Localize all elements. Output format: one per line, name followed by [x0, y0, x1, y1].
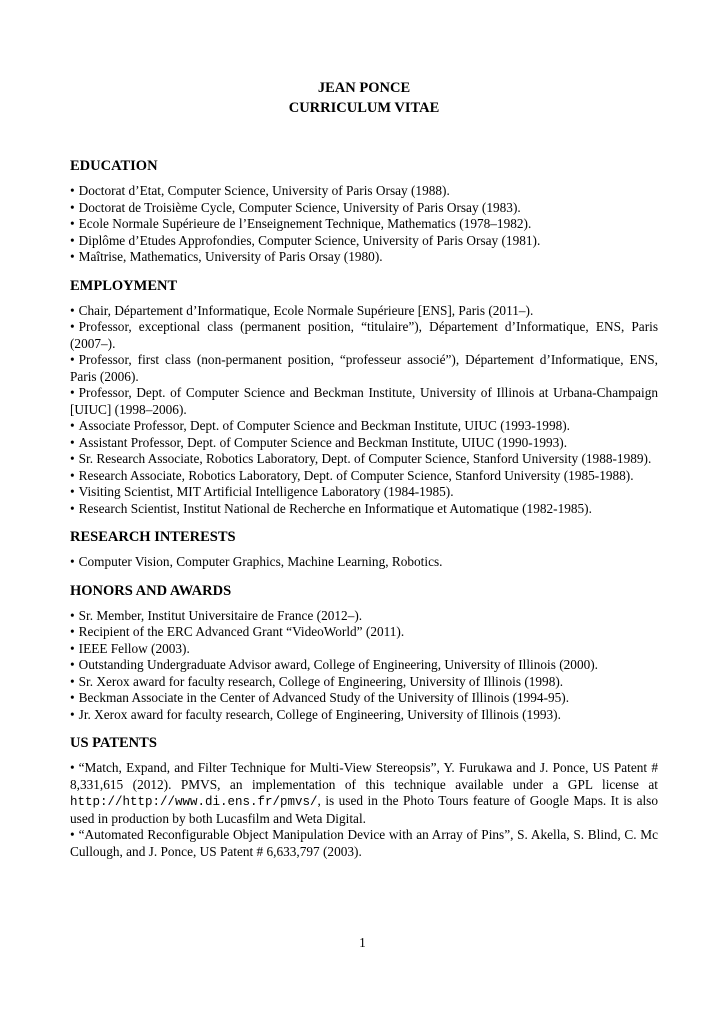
- bullet-icon: •: [70, 607, 75, 623]
- research-list: [70, 554, 658, 571]
- bullet-icon: •: [70, 673, 75, 689]
- bullet-icon: •: [70, 500, 75, 516]
- cv-subtitle: CURRICULUM VITAE: [288, 100, 440, 116]
- bullet-icon: •: [70, 554, 75, 569]
- employment-item: • Sr. Research Associate, Robotics Laboratory, Dept. of Computer Science, Stanford University (1988-1989).: [70, 451, 652, 466]
- honor-item: • Beckman Associate in the Center of Advanced Study of the University of Illinois (1994-95).: [70, 690, 570, 705]
- patent-item: • “Match, Expand, and Filter Technique for Multi-View Stereopsis”, Y. Furukawa and J. Ponce, US Patent # 8,331,615 (2012). PMVS, an implementation of this technique available under a GPL license at http://http://www.di.ens.fr/pmvs/, is used in the Photo Tours feature of Google Maps. It is also used in production by both Lucasfilm and Weta Digital.: [70, 760, 658, 826]
- education-item: • Doctorat d’Etat, Computer Science, University of Paris Orsay (1988).: [70, 183, 450, 198]
- bullet-icon: •: [70, 352, 75, 367]
- employment-item: • Professor, first class (non-permanent position, “professeur associé”), Département d’Informatique, ENS, Paris (2006).: [70, 352, 658, 384]
- page-number: 1: [359, 935, 366, 950]
- employment-heading: EMPLOYMENT: [70, 277, 178, 294]
- patents-list: [70, 760, 658, 860]
- bullet-icon: •: [70, 216, 75, 231]
- bullet-icon: •: [70, 232, 75, 248]
- bullet-icon: •: [70, 640, 75, 656]
- education-list: [70, 183, 658, 266]
- bullet-icon: •: [70, 434, 75, 450]
- honor-item: • Sr. Xerox award for faculty research, College of Engineering, University of Illinois (1998).: [70, 673, 564, 689]
- bullet-icon: •: [70, 706, 75, 722]
- bullet-icon: •: [70, 657, 75, 672]
- pmvs-url-link[interactable]: http://http://www.di.ens.fr/pmvs/: [70, 795, 318, 809]
- employment-item: • Research Scientist, Institut National de Recherche en Informatique et Automatique (1982-1985).: [70, 500, 592, 516]
- patent-item: • “Automated Reconfigurable Object Manipulation Device with an Array of Pins”, S. Akella, S. Blind, C. Mc Cullough, and J. Ponce, US Patent # 6,633,797 (2003).: [70, 827, 658, 859]
- bullet-icon: •: [70, 484, 75, 499]
- cv-name: JEAN PONCE: [317, 80, 411, 96]
- bullet-icon: •: [70, 827, 75, 842]
- education-item: • Doctorat de Troisième Cycle, Computer Science, University of Paris Orsay (1983).: [70, 199, 521, 215]
- education-item: • Ecole Normale Supérieure de l’Enseignement Technique, Mathematics (1978–1982).: [70, 216, 532, 231]
- education-item: • Diplôme d’Etudes Approfondies, Computer Science, University of Paris Orsay (1981).: [70, 232, 541, 248]
- honor-item: • Recipient of the ERC Advanced Grant “VideoWorld” (2011).: [70, 624, 405, 639]
- bullet-icon: •: [70, 249, 75, 264]
- bullet-icon: •: [70, 319, 75, 334]
- education-heading: EDUCATION: [70, 158, 158, 174]
- honor-item: • Sr. Member, Institut Universitaire de France (2012–).: [70, 607, 363, 623]
- employment-item: • Assistant Professor, Dept. of Computer Science and Beckman Institute, UIUC (1990-1993).: [70, 434, 568, 450]
- bullet-icon: •: [70, 199, 75, 215]
- research-heading: RESEARCH INTERESTS: [70, 529, 236, 545]
- employment-item: • Research Associate, Robotics Laboratory, Dept. of Computer Science, Stanford University (1985-1988).: [70, 467, 634, 483]
- bullet-icon: •: [70, 418, 75, 433]
- honor-item: • Jr. Xerox award for faculty research, College of Engineering, University of Illinois (1993).: [70, 706, 561, 722]
- employment-item: • Associate Professor, Dept. of Computer Science and Beckman Institute, UIUC (1993-1998).: [70, 418, 570, 433]
- bullet-icon: •: [70, 385, 75, 400]
- cv-page: [70, 78, 658, 860]
- bullet-icon: •: [70, 624, 75, 639]
- bullet-icon: •: [70, 302, 75, 318]
- bullet-icon: •: [70, 183, 75, 198]
- education-item: • Maîtrise, Mathematics, University of Paris Orsay (1980).: [70, 249, 383, 264]
- bullet-icon: •: [70, 467, 75, 483]
- employment-item: • Chair, Département d’Informatique, Ecole Normale Supérieure [ENS], Paris (2011–).: [70, 302, 534, 318]
- honors-heading: HONORS AND AWARDS: [70, 582, 232, 599]
- bullet-icon: •: [70, 451, 75, 466]
- employment-item: • Professor, exceptional class (permanent position, “titulaire”), Département d’Informatique, ENS, Paris (2007–).: [70, 319, 658, 351]
- employment-item: • Visiting Scientist, MIT Artificial Intelligence Laboratory (1984-1985).: [70, 484, 454, 499]
- honors-list: [70, 608, 658, 724]
- research-item: • Computer Vision, Computer Graphics, Machine Learning, Robotics.: [70, 554, 443, 569]
- honor-item: • Outstanding Undergraduate Advisor award, College of Engineering, University of Illinois (2000).: [70, 657, 598, 672]
- patents-heading: US PATENTS: [70, 735, 157, 751]
- employment-list: [70, 303, 658, 518]
- employment-item: • Professor, Dept. of Computer Science and Beckman Institute, University of Illinois at Urbana-Champaign [UIUC] (1998–2006).: [70, 385, 658, 417]
- honor-item: • IEEE Fellow (2003).: [70, 640, 190, 656]
- bullet-icon: •: [70, 690, 75, 705]
- bullet-icon: •: [70, 760, 75, 775]
